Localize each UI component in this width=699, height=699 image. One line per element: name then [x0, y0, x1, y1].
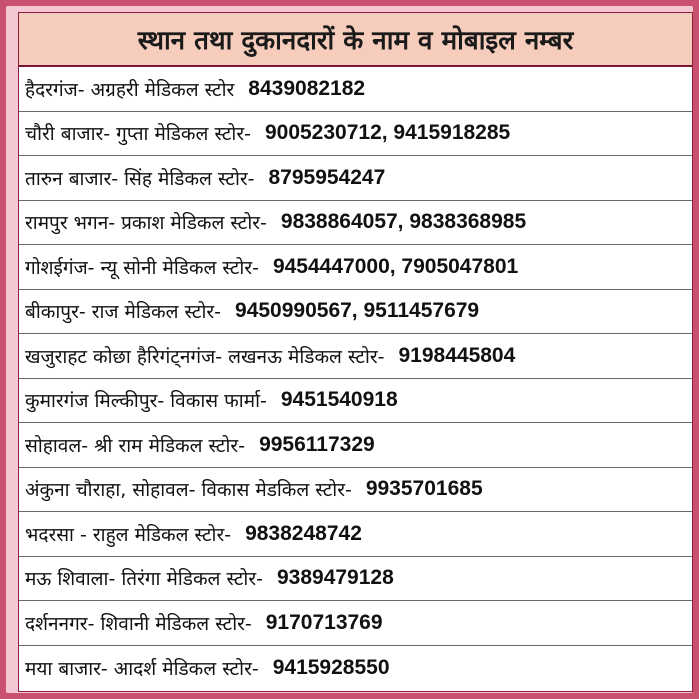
shop-name: तिरंगा मेडिकल स्टोर-: [121, 568, 263, 591]
phone-number: 9838248742: [245, 521, 362, 545]
outer-frame: [6, 6, 693, 693]
shop-name: श्री राम मेडिकल स्टोर-: [94, 434, 246, 457]
shop-name: अग्रहरी मेडिकल स्टोर: [90, 78, 235, 101]
list-item: [19, 112, 692, 157]
phone-number: 9005230712, 9415918285: [264, 121, 511, 145]
directory-sheet: [18, 12, 693, 692]
phone-number: 9198445804: [398, 343, 516, 367]
place-name: बीकापुर-: [25, 301, 86, 324]
place-name: गोशईगंज-: [25, 256, 95, 279]
shop-name: विकास फार्मा-: [170, 390, 267, 413]
shop-list: [19, 67, 692, 690]
shop-name: लखनऊ मेडिकल स्टोर-: [228, 345, 385, 368]
phone-number: 9450990567, 9511457679: [235, 299, 480, 323]
phone-number: 9838864057, 9838368985: [280, 210, 527, 234]
place-name: खजुराहट कोछा हैरिगंट्नगंज-: [25, 345, 223, 368]
list-item: [19, 423, 692, 468]
shop-name: सिंह मेडिकल स्टोर-: [124, 167, 255, 190]
shop-name: राहुल मेडिकल स्टोर-: [92, 523, 232, 546]
shop-name: शिवानी मेडिकल स्टोर-: [100, 612, 252, 635]
phone-number: 8439082182: [248, 76, 366, 100]
page-title: स्थान तथा दुकानदारों के नाम व मोबाइल नम्बर: [19, 13, 692, 67]
phone-number: 9170713769: [265, 610, 383, 634]
phone-number: 9956117329: [259, 432, 375, 456]
phone-number: 9935701685: [365, 477, 483, 501]
place-name: मया बाजार-: [25, 657, 108, 680]
list-item: [19, 646, 692, 691]
list-item: [19, 512, 692, 557]
shop-name: राज मेडिकल स्टोर-: [91, 301, 222, 324]
list-item: [19, 245, 692, 290]
place-name: मऊ शिवाला-: [25, 568, 116, 591]
list-item: [19, 67, 692, 112]
place-name: कुमारगंज मिल्कीपुर-: [25, 390, 165, 413]
list-item: [19, 334, 692, 379]
phone-number: 8795954247: [268, 165, 386, 189]
list-item: [19, 290, 692, 335]
place-name: सोहावल-: [25, 434, 89, 457]
place-name: तारुन बाजार-: [25, 167, 119, 190]
shop-name: विकास मेडकिल स्टोर-: [201, 479, 352, 502]
shop-name: आदर्श मेडिकल स्टोर-: [113, 657, 259, 680]
place-name: रामपुर भगन-: [25, 212, 116, 235]
shop-name: गुप्ता मेडिकल स्टोर-: [116, 123, 251, 146]
list-item: [19, 201, 692, 246]
place-name: चौरी बाजार-: [25, 123, 111, 146]
phone-number: 9451540918: [280, 388, 398, 412]
list-item: [19, 557, 692, 602]
shop-name: न्यू सोनी मेडिकल स्टोर-: [100, 256, 259, 279]
phone-number: 9415928550: [272, 655, 390, 679]
place-name: दर्शननगर-: [25, 612, 95, 635]
phone-number: 9389479128: [276, 566, 394, 590]
list-item: [19, 156, 692, 201]
list-item: [19, 379, 692, 424]
place-name: अंकुना चौराहा, सोहावल-: [25, 479, 196, 502]
phone-number: 9454447000, 7905047801: [272, 254, 519, 278]
list-item: [19, 468, 692, 513]
place-name: हैदरगंज-: [25, 78, 85, 101]
shop-name: प्रकाश मेडिकल स्टोर-: [121, 212, 267, 235]
list-item: [19, 601, 692, 646]
place-name: भदरसा -: [25, 523, 87, 546]
